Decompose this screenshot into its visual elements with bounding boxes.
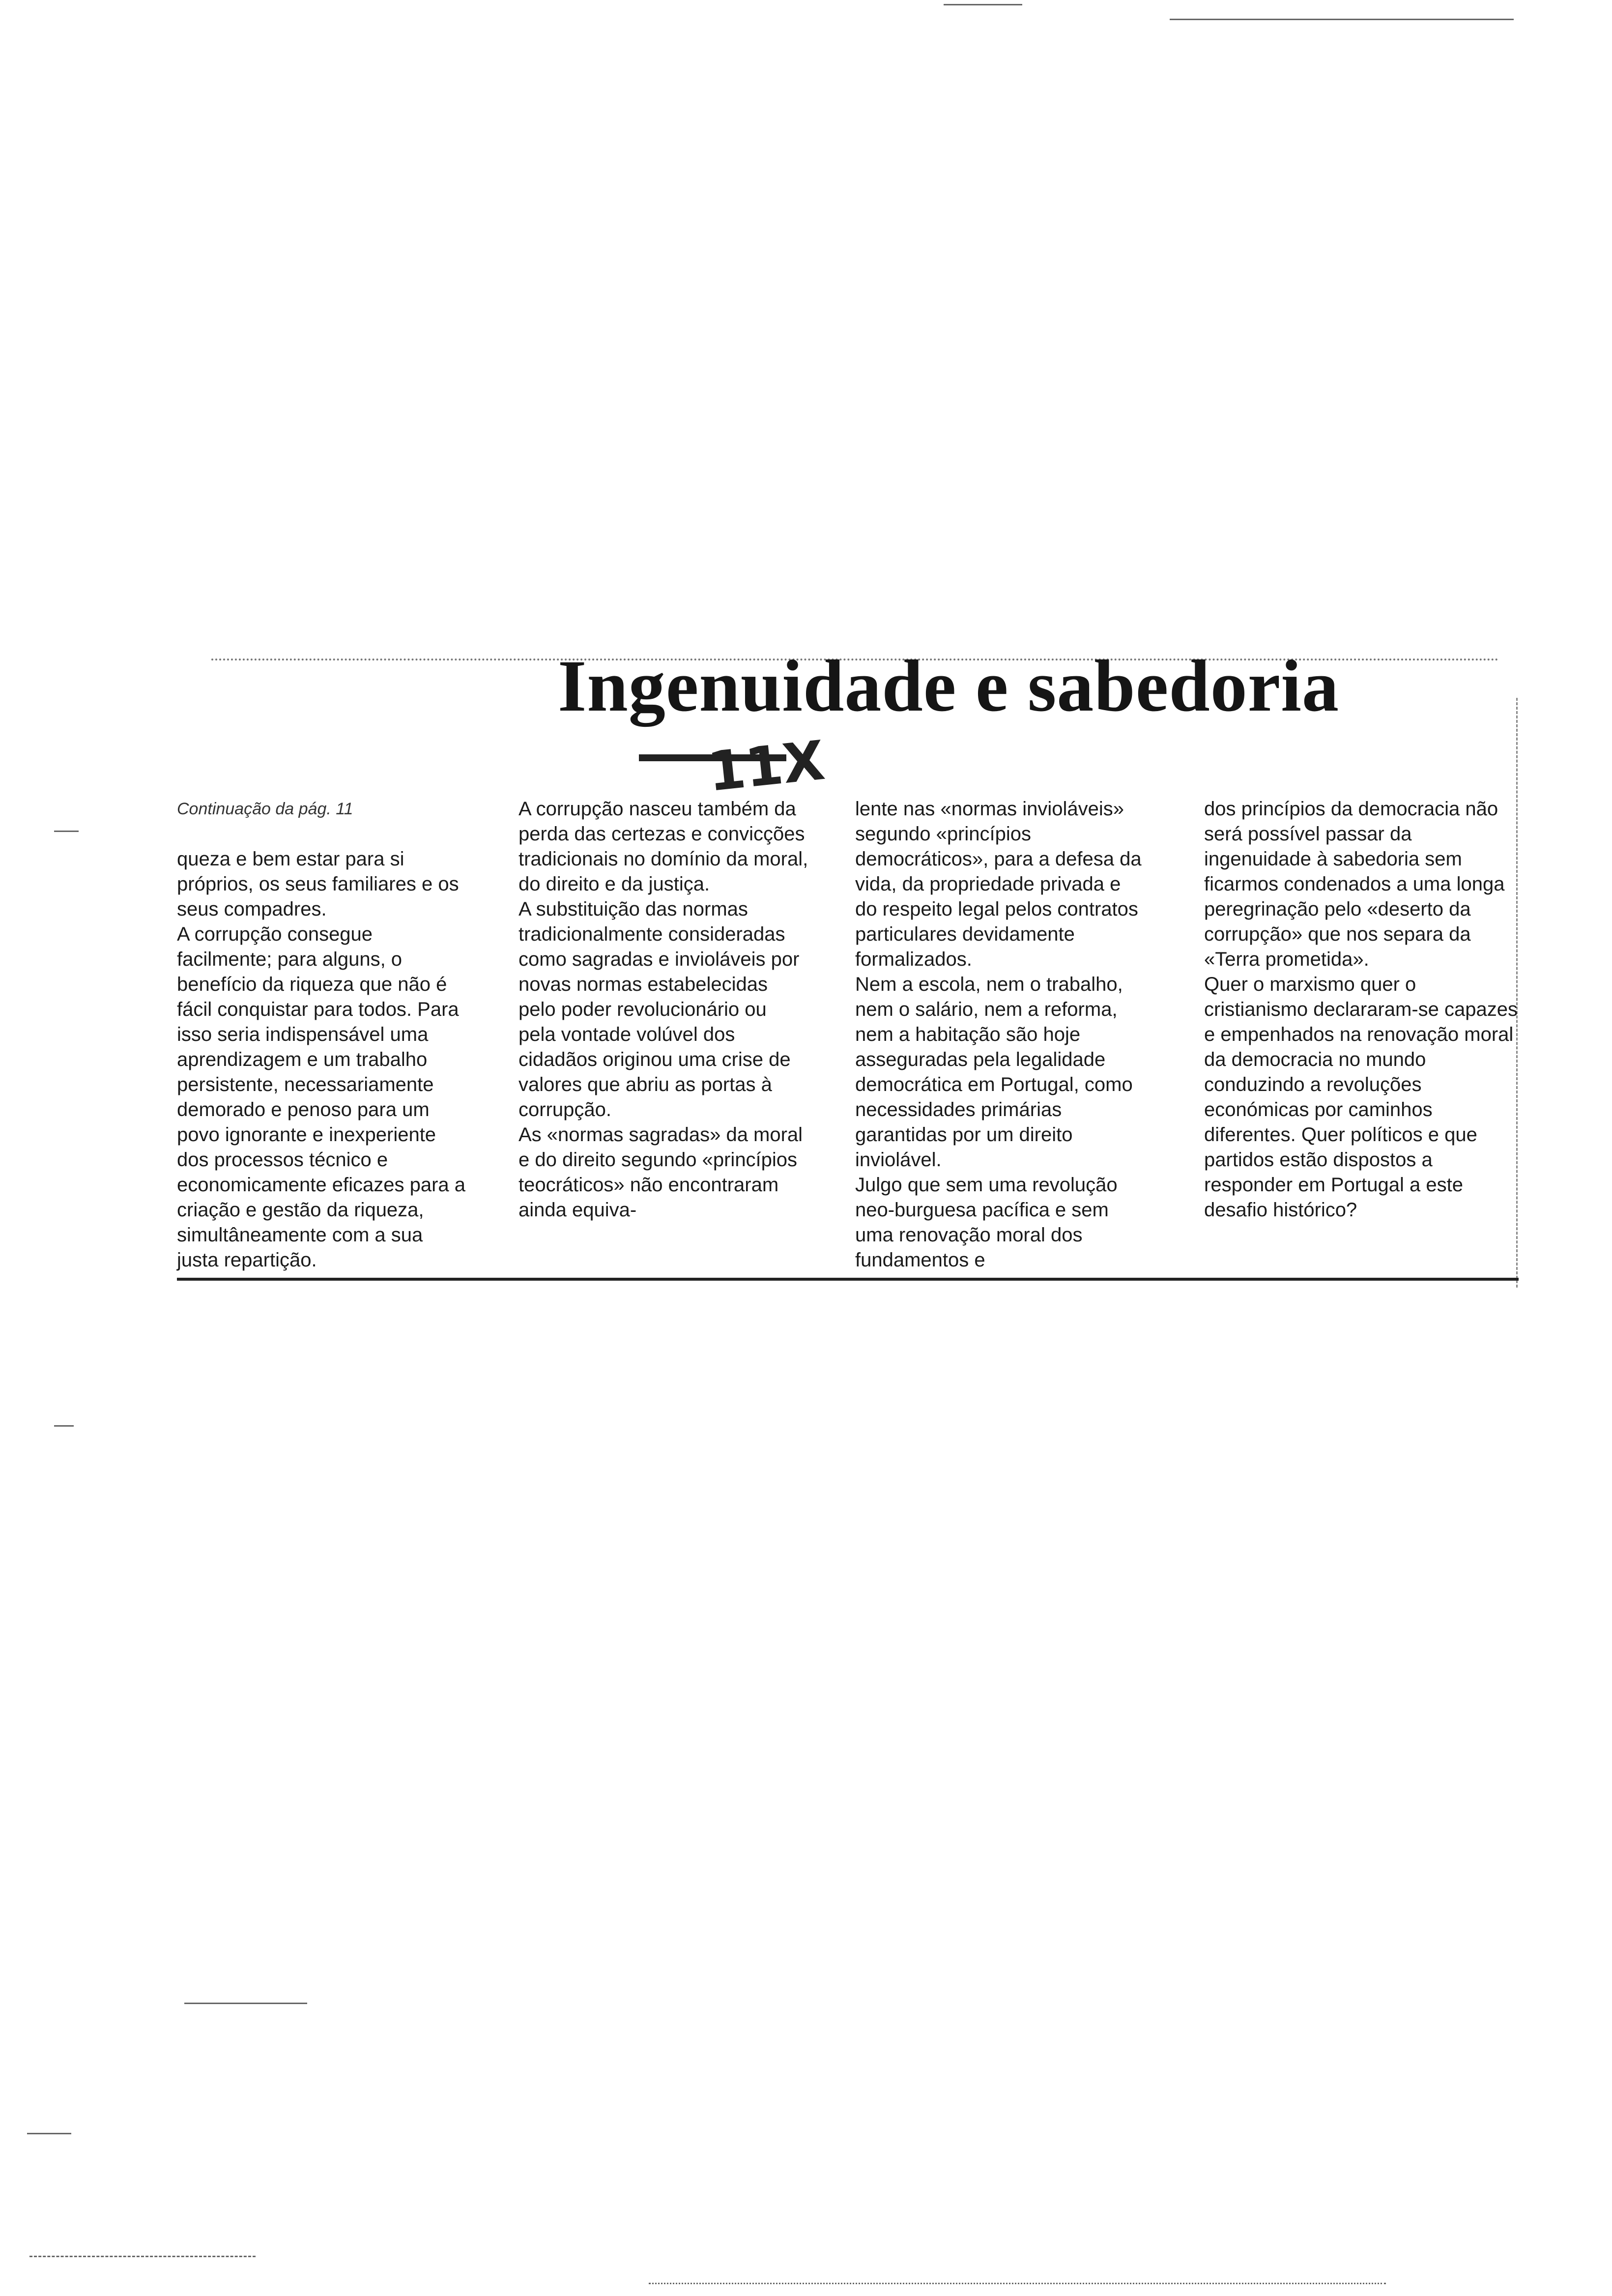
page-margin-mark bbox=[184, 2003, 307, 2004]
article-column-1 bbox=[177, 772, 467, 1298]
page-margin-mark bbox=[27, 2133, 71, 2134]
page-margin-mark bbox=[54, 1425, 74, 1427]
article-column-4 bbox=[1204, 772, 1519, 1248]
article-column-2 bbox=[518, 772, 808, 1248]
page-margin-mark bbox=[649, 2283, 1386, 2284]
handwritten-mark: 11X bbox=[704, 728, 828, 804]
page-margin-mark bbox=[944, 4, 1022, 5]
column-text: queza e bem estar para si próprios, os seus familiares e os seus compadres. A corrupção consegue facilmente; para alguns, o benefício da riqueza que não é fácil conquistar para todos. Para isso seria indispensável uma aprendizagem e um trabalho persistente, necessariamente demorado e penoso para um povo ignorante e inexperiente dos processos técnico e economicamente eficazes para a criação e gestão da riqueza, simultâneamente com a sua justa repartição. bbox=[177, 848, 465, 1271]
page-margin-mark bbox=[54, 831, 79, 832]
article-headline: Ingenuidade e sabedoria bbox=[558, 645, 1339, 727]
page-margin-mark bbox=[29, 2256, 256, 2257]
article-column-3 bbox=[855, 772, 1145, 1298]
newspaper-clipping bbox=[177, 639, 1519, 1307]
column-text: dos princípios da democracia não será possível passar da ingenuidade à sabedoria sem ficarmos condenados a uma longa peregrinação pelo «deserto da corrupção» que nos separa da «Terra prometida». Quer o marxismo quer o cristianismo declararam-se capazes e empenhados na renovação moral da democracia no mundo conduzindo a revoluções económicas por caminhos diferentes. Quer políticos e que partidos estão dispostos a responder em Portugal a este desafio histórico? bbox=[1204, 798, 1518, 1221]
column-text: lente nas «normas invioláveis» segundo «princípios democráticos», para a defesa da vida, da propriedade privada e do respeito legal pelos contratos particulares devidamente formalizados. Nem a escola, nem o trabalho, nem o salário, nem a reforma, nem a habitação são hoje asseguradas pela legalidade democrática em Portugal, como necessidades primárias garantidas por um direito inviolável. Julgo que sem uma revolução neo-burguesa pacífica e sem uma renovação moral dos fundamentos e bbox=[855, 798, 1142, 1271]
column-text: A corrupção nasceu também da perda das certezas e convicções tradicionais no domínio da moral, do direito e da justiça. A substituição das normas tradicionalmente consideradas como sagradas e invioláveis por novas normas estabelecidas pelo poder revolucionário ou pela vontade volúvel dos cidadãos originou uma crise de valores que abriu as portas à corrupção. As «normas sagradas» da moral e do direito segundo «princípios teocráticos» não encontraram ainda equiva- bbox=[518, 798, 808, 1221]
clipping-bottom-rule bbox=[177, 1278, 1519, 1281]
page-margin-mark bbox=[1170, 19, 1514, 20]
continuation-note: Continuação da pág. 11 bbox=[177, 800, 353, 818]
